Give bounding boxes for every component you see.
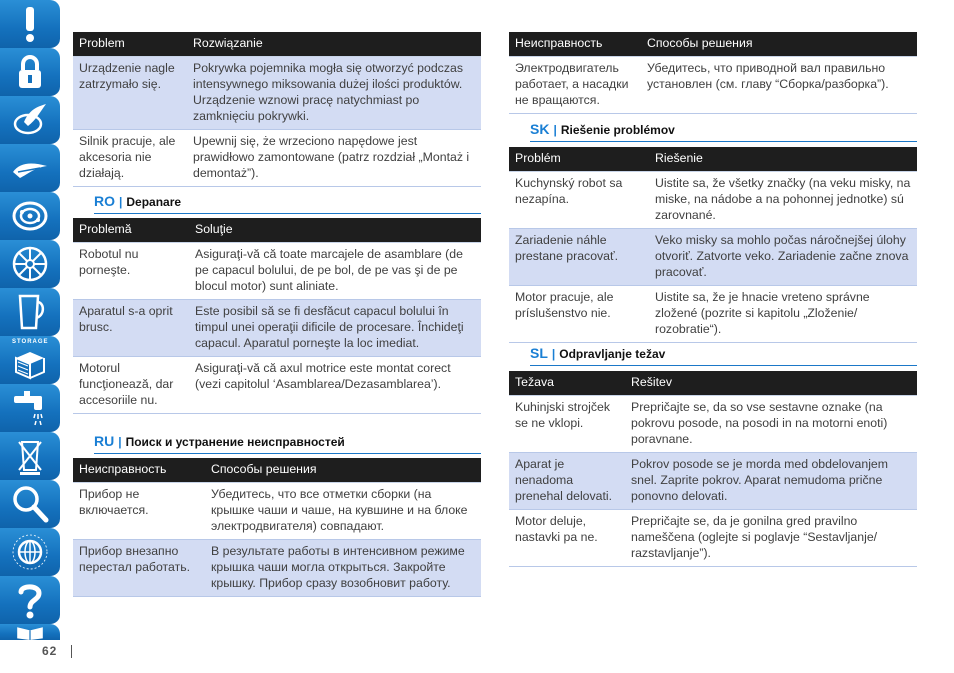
solution-cell: Asiguraţi-vă că axul motrice este montat corect (vezi capitolul ‘Asamblarea/Dezasamblarea’). <box>189 357 481 414</box>
table-row <box>73 243 481 300</box>
table-header-row <box>73 218 481 243</box>
problem-cell: Kuhinjski strojček se ne vklopi. <box>509 396 625 453</box>
sidebar-manual-button[interactable] <box>0 624 60 641</box>
book-manual-icon <box>10 624 50 640</box>
column-header-solution: Rozwiązanie <box>187 32 481 57</box>
table-row <box>509 396 917 453</box>
sidebar-whisk-button[interactable] <box>0 144 60 193</box>
table-row <box>73 540 481 597</box>
sidebar-storage-button[interactable] <box>0 336 60 385</box>
solution-cell: Uistite sa, že je hnacie vreteno správne zložené (pozrite si kapitolu „Zloženie/ rozobratie“). <box>649 286 917 343</box>
table-row <box>73 300 481 357</box>
column-header-problem: Неисправность <box>73 458 205 483</box>
section-title: Riešenie problémov <box>560 123 675 137</box>
emulsifying-disc-icon <box>10 196 50 236</box>
sidebar-search-button[interactable] <box>0 480 60 529</box>
problem-cell: Kuchynský robot sa nezapína. <box>509 172 649 229</box>
sidebar-guarantee-button[interactable] <box>0 528 60 577</box>
sidebar-jug-button[interactable] <box>0 288 60 337</box>
section-title: Odpravljanje težav <box>559 347 666 361</box>
world-wide-guarantee-icon <box>10 532 50 572</box>
table-header-row <box>509 147 917 172</box>
section-heading-sk: SK | Riešenie problémov <box>530 121 917 142</box>
problem-cell: Silnik pracuje, ale akcesoria nie działają. <box>73 130 187 187</box>
column-header-problem: Problém <box>509 147 649 172</box>
sidebar-blade-button[interactable] <box>0 96 60 145</box>
whisk-blade-icon <box>10 148 50 188</box>
solution-cell: Убедитесь, что приводной вал правильно установлен (см. главу “Сборка/разборка”). <box>641 57 917 114</box>
table-row <box>509 229 917 286</box>
column-header-problem: Težava <box>509 371 625 396</box>
jug-icon <box>10 292 50 332</box>
no-dispose-bin-icon <box>10 436 50 476</box>
sidebar <box>0 0 62 640</box>
sidebar-cleaning-button[interactable] <box>0 384 60 433</box>
column-header-solution: Riešenie <box>649 147 917 172</box>
problem-cell: Robotul nu porneşte. <box>73 243 189 300</box>
solution-cell: В результате работы в интенсивном режиме крышка чаши могла открыться. Закройте крышку. Прибор сразу возобновит работу. <box>205 540 481 597</box>
solution-cell: Upewnij się, że wrzeciono napędowe jest prawidłowo zamontowane (patrz rozdział „Montaż i demontaż”). <box>187 130 481 187</box>
sidebar-sieve-button[interactable] <box>0 240 60 289</box>
table-row <box>73 357 481 414</box>
page-number-divider <box>71 645 72 658</box>
column-header-solution: Способы решения <box>205 458 481 483</box>
problem-cell: Электродвигатель работает, а насадки не вращаются. <box>509 57 641 114</box>
tap-water-icon <box>10 388 50 428</box>
solution-cell: Este posibil să se fi desfăcut capacul bolului în timpul unei operaţii dificile de procesare. Închideţi capacul. Aparatul porneşte la loc imediat. <box>189 300 481 357</box>
solution-cell: Prepričajte se, da je gonilna gred pravilno nameščena (oglejte si poglavje “Sestavljanje/ razstavljanje”). <box>625 510 917 567</box>
table-row <box>73 483 481 540</box>
solution-cell: Asiguraţi-vă că toate marcajele de asamblare (de pe capacul bolului, de pe bol, de pe vas şi de pe blocul motor) sunt aliniate. <box>189 243 481 300</box>
sidebar-disc-button[interactable] <box>0 192 60 241</box>
table-row <box>509 453 917 510</box>
table-header-row <box>73 458 481 483</box>
solution-cell: Veko misky sa mohlo počas náročnejšej úlohy otvoriť. Zatvorte veko. Zariadenie začne znova pracovať. <box>649 229 917 286</box>
storage-label: STORAGE <box>12 339 49 345</box>
storage-box-icon <box>10 340 50 380</box>
pl-troubleshooting-table <box>73 32 481 187</box>
problem-cell: Urządzenie nagle zatrzymało się. <box>73 57 187 130</box>
ru-troubleshooting-table <box>73 458 481 597</box>
problem-cell: Прибор внезапно перестал работать. <box>73 540 205 597</box>
solution-cell: Pokrywka pojemnika mogła się otworzyć podczas intensywnego miksowania dużej ilości produktów. Urządzenie wznowi pracę natychmiast po zamknięciu pokrywki. <box>187 57 481 130</box>
section-title: Поиск и устранение неисправностей <box>125 435 345 449</box>
page-number: 62 <box>42 644 58 658</box>
problem-cell: Aparatul s-a oprit brusc. <box>73 300 189 357</box>
blade-disc-icon <box>10 100 50 140</box>
column-header-solution: Rešitev <box>625 371 917 396</box>
question-mark-icon <box>10 580 50 620</box>
problem-cell: Motor deluje, nastavki pa ne. <box>509 510 625 567</box>
language-code: RO <box>94 193 115 209</box>
table-header-row <box>509 371 917 396</box>
sidebar-warning-button[interactable] <box>0 0 60 49</box>
ru-troubleshooting-table-continued <box>509 32 917 114</box>
sk-troubleshooting-table <box>509 147 917 343</box>
section-heading-ro: RO | Depanare <box>94 193 481 214</box>
section-heading-ru: RU | Поиск и устранение неисправностей <box>94 433 481 454</box>
sieve-disc-icon <box>10 244 50 284</box>
language-code: SK <box>530 121 550 137</box>
section-title: Depanare <box>126 195 182 209</box>
magnifier-icon <box>10 484 50 524</box>
solution-cell: Uistite sa, že všetky značky (na veku misky, na miske, na nádobe a na pohonnej jednotke) sú zarovnané. <box>649 172 917 229</box>
table-row <box>509 57 917 114</box>
table-row <box>509 172 917 229</box>
problem-cell: Zariadenie náhle prestane pracovať. <box>509 229 649 286</box>
column-header-solution: Soluţie <box>189 218 481 243</box>
problem-cell: Aparat je nenadoma prenehal delovati. <box>509 453 625 510</box>
column-header-problem: Problem <box>73 32 187 57</box>
table-row <box>509 510 917 567</box>
problem-cell: Прибор не включается. <box>73 483 205 540</box>
column-header-problem: Problemă <box>73 218 189 243</box>
sidebar-help-button[interactable] <box>0 576 60 625</box>
language-code: SL <box>530 345 548 361</box>
solution-cell: Prepričajte se, da so vse sestavne oznake (na pokrovu posode, na posodi in na motorni enoti) poravnane. <box>625 396 917 453</box>
table-row <box>73 57 481 130</box>
sl-troubleshooting-table <box>509 371 917 567</box>
sidebar-environment-button[interactable] <box>0 432 60 481</box>
language-code: RU <box>94 433 115 449</box>
problem-cell: Motor pracuje, ale príslušenstvo nie. <box>509 286 649 343</box>
table-row <box>509 286 917 343</box>
problem-cell: Motorul funcţionează, dar accesoriile nu. <box>73 357 189 414</box>
table-header-row <box>73 32 481 57</box>
lock-icon <box>10 52 50 92</box>
table-row <box>73 130 481 187</box>
column-header-solution: Способы решения <box>641 32 917 57</box>
table-header-row <box>509 32 917 57</box>
sidebar-lock-button[interactable] <box>0 48 60 97</box>
ro-troubleshooting-table <box>73 218 481 414</box>
column-header-problem: Неисправность <box>509 32 641 57</box>
solution-cell: Pokrov posode se je morda med obdelovanjem snel. Zaprite pokrov. Aparat nemudoma prične ponovno delovati. <box>625 453 917 510</box>
warning-exclamation-icon <box>10 4 50 44</box>
solution-cell: Убедитесь, что все отметки сборки (на крышке чаши и чаше, на кувшине и на блоке электродвигателя) совпадают. <box>205 483 481 540</box>
section-heading-sl: SL | Odpravljanje težav <box>530 345 917 366</box>
